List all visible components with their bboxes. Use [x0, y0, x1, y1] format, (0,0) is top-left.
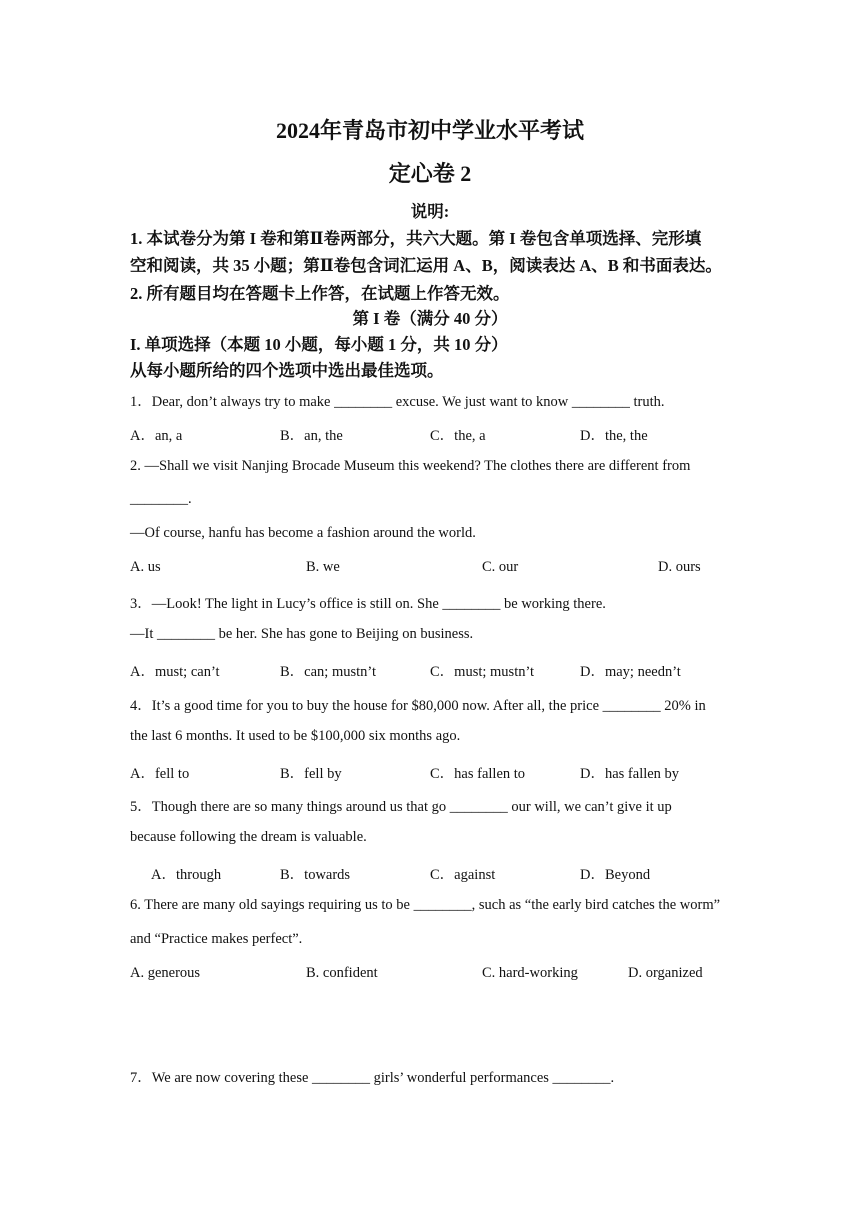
question-5-stem-line-2: because following the dream is valuable. [130, 829, 367, 845]
question-6-option-d: D. organized [628, 965, 703, 981]
question-6-stem-line-2: and “Practice makes perfect”. [130, 931, 303, 947]
question-2-option-d: D. ours [658, 559, 701, 575]
instruction-1-line-2: 空和阅读，共 35 小题；第Ⅱ卷包含词汇运用 A、B，阅读表达 A、B 和书面表达。 [130, 256, 722, 275]
question-4-option-c: C．has fallen to [430, 766, 526, 782]
question-1-stem: 1．Dear, don’t always try to make ________ excuse. We just want to know ________ truth. [130, 394, 665, 410]
question-5-stem-line-1: 5．Though there are so many things around us that go ________ our will, we can’t give it up [130, 799, 672, 815]
section-instructions: 从每小题所给的四个选项中选出最佳选项。 [130, 361, 444, 380]
question-1-option-c: C．the, a [430, 428, 486, 444]
question-5-option-a: A．through [151, 867, 222, 883]
question-6-option-b: B. confident [306, 965, 378, 981]
part-one-title: 第 I 卷（满分 40 分） [352, 309, 508, 328]
question-3-option-c: C．must; mustn’t [430, 664, 535, 680]
question-2-option-b: B. we [306, 559, 340, 575]
question-3-option-d: D．may; needn’t [580, 664, 681, 680]
question-6-stem-line-1: 6. There are many old sayings requiring us to be ________, such as “the early bird catches the worm” [130, 897, 721, 913]
exam-subtitle: 定心卷 2 [388, 161, 472, 186]
question-3-stem-line-2: —It ________ be her. She has gone to Beijing on business. [130, 626, 474, 642]
question-4-option-a: A．fell to [130, 766, 190, 782]
question-1-option-d: D．the, the [580, 428, 648, 444]
question-7-stem: 7．We are now covering these ________ girls’ wonderful performances ________. [130, 1070, 615, 1086]
question-5-option-d: D．Beyond [580, 867, 651, 883]
question-2-response: —Of course, hanfu has become a fashion around the world. [130, 525, 476, 541]
question-6-option-a: A. generous [130, 965, 201, 981]
question-2-stem-line-2: ________. [130, 491, 192, 507]
question-3-stem-line-1: 3．—Look! The light in Lucy’s office is still on. She ________ be working there. [130, 596, 606, 612]
question-4-option-d: D．has fallen by [580, 766, 680, 782]
instruction-2: 2. 所有题目均在答题卡上作答，在试题上作答无效。 [130, 284, 510, 303]
question-6-option-c: C. hard-working [482, 965, 578, 981]
question-2-option-a: A. us [130, 559, 161, 575]
instructions-heading: 说明: [410, 202, 450, 221]
question-2-option-c: C. our [482, 559, 519, 575]
question-2-stem-line-1: 2. —Shall we visit Nanjing Brocade Museum this weekend? The clothes there are different from [130, 458, 691, 474]
question-4-stem-line-1: 4．It’s a good time for you to buy the house for $80,000 now. After all, the price ________ 20% in [130, 698, 706, 714]
question-4-stem-line-2: the last 6 months. It used to be $100,000 six months ago. [130, 728, 461, 744]
question-5-option-c: C．against [430, 867, 496, 883]
exam-title: 2024年青岛市初中学业水平考试 [275, 118, 584, 143]
question-3-option-a: A．must; can’t [130, 664, 220, 680]
question-1-option-a: A．an, a [130, 428, 183, 444]
question-4-option-b: B．fell by [280, 766, 342, 782]
question-5-option-b: B．towards [280, 867, 351, 883]
section-title: I. 单项选择（本题 10 小题，每小题 1 分，共 10 分） [130, 335, 508, 354]
instruction-1-line-1: 1. 本试卷分为第 I 卷和第Ⅱ卷两部分，共六大题。第 I 卷包含单项选择、完形填 [130, 229, 702, 248]
question-1-option-b: B．an, the [280, 428, 343, 444]
question-3-option-b: B．can; mustn’t [280, 664, 376, 680]
